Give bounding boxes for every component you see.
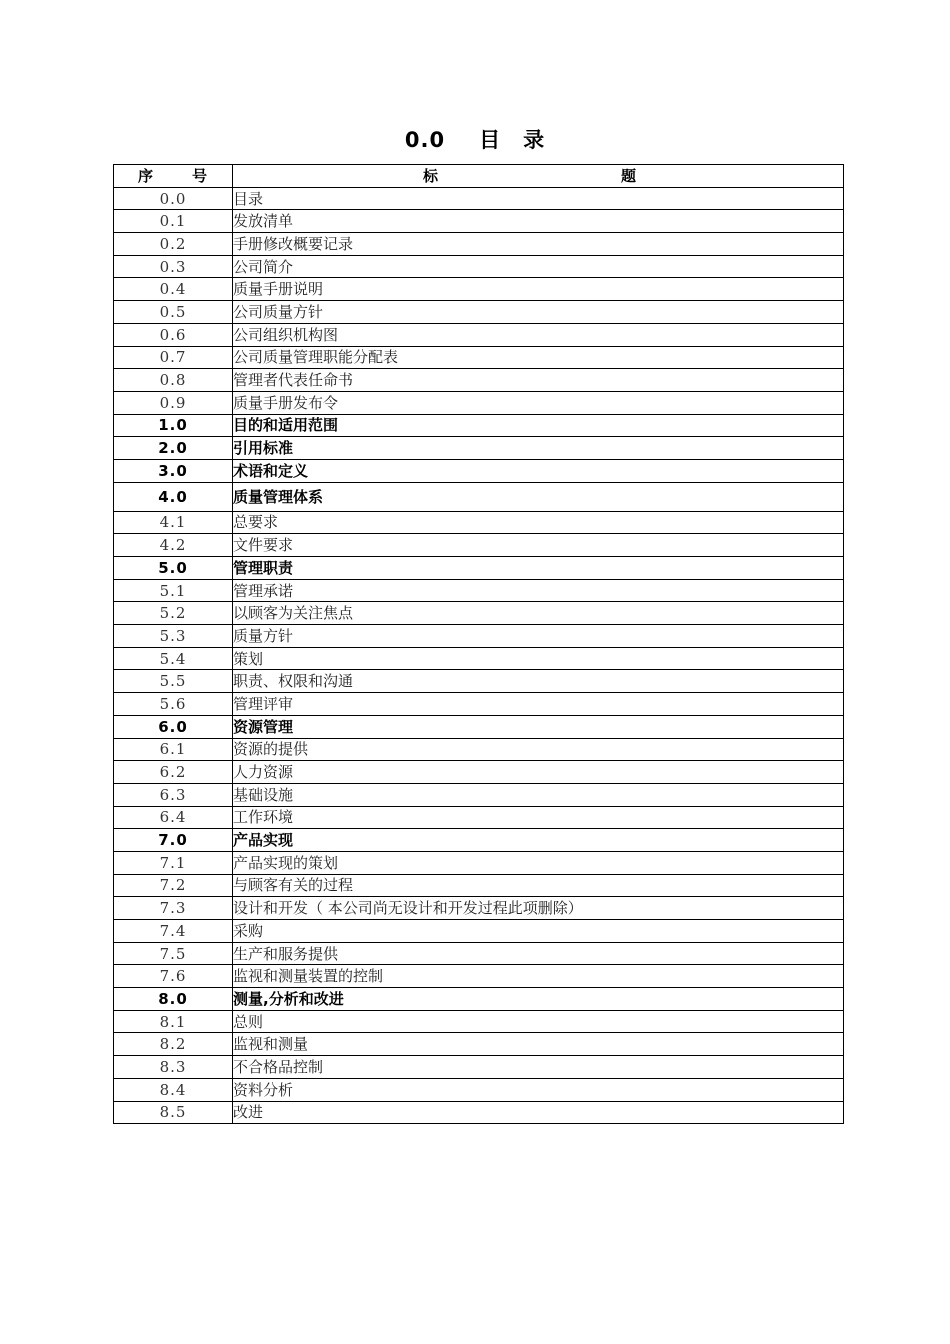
table-row (114, 693, 844, 716)
section-title: 资源管理 (233, 715, 844, 738)
table-row (114, 414, 844, 437)
table-row (114, 278, 844, 301)
table-row (114, 670, 844, 693)
section-number: 5.6 (114, 693, 233, 716)
section-number: 8.4 (114, 1078, 233, 1101)
table-row (114, 829, 844, 852)
section-number: 8.5 (114, 1101, 233, 1124)
table-row (114, 1078, 844, 1101)
table-row (114, 369, 844, 392)
toc-table (113, 164, 844, 1124)
table-row (114, 874, 844, 897)
section-number: 0.2 (114, 233, 233, 256)
section-number: 6.3 (114, 783, 233, 806)
table-row (114, 255, 844, 278)
table-row (114, 210, 844, 233)
table-row (114, 557, 844, 580)
table-row (114, 323, 844, 346)
table-row (114, 647, 844, 670)
section-title: 目录 (233, 187, 844, 210)
section-title: 管理评审 (233, 693, 844, 716)
section-title: 基础设施 (233, 783, 844, 806)
section-number: 5.0 (114, 557, 233, 580)
title-char-2: 录 (523, 128, 546, 152)
table-row (114, 738, 844, 761)
section-title: 公司组织机构图 (233, 323, 844, 346)
table-row (114, 437, 844, 460)
table-row (114, 233, 844, 256)
section-title: 产品实现的策划 (233, 851, 844, 874)
section-title: 设计和开发（ 本公司尚无设计和开发过程此项删除） (233, 897, 844, 920)
section-title: 采购 (233, 920, 844, 943)
table-row (114, 942, 844, 965)
section-title: 管理者代表任命书 (233, 369, 844, 392)
section-title: 质量手册说明 (233, 278, 844, 301)
table-row (114, 482, 844, 511)
section-number: 0.5 (114, 301, 233, 324)
section-title: 生产和服务提供 (233, 942, 844, 965)
section-title: 公司简介 (233, 255, 844, 278)
table-row (114, 851, 844, 874)
table-row (114, 1056, 844, 1079)
section-number: 6.1 (114, 738, 233, 761)
section-number: 3.0 (114, 459, 233, 482)
header-title-char-2: 题 (621, 166, 637, 185)
section-number: 0.3 (114, 255, 233, 278)
section-number: 4.2 (114, 534, 233, 557)
section-number: 6.2 (114, 761, 233, 784)
section-title: 监视和测量装置的控制 (233, 965, 844, 988)
section-number: 7.5 (114, 942, 233, 965)
section-title: 测量,分析和改进 (233, 988, 844, 1011)
section-title: 管理承诺 (233, 579, 844, 602)
section-number: 7.0 (114, 829, 233, 852)
section-number: 0.7 (114, 346, 233, 369)
header-number-char-2: 号 (192, 166, 208, 185)
table-row (114, 988, 844, 1011)
section-number: 0.0 (114, 187, 233, 210)
section-title: 文件要求 (233, 534, 844, 557)
section-number: 4.1 (114, 511, 233, 534)
section-title: 术语和定义 (233, 459, 844, 482)
table-header-row (114, 165, 844, 188)
table-row (114, 1101, 844, 1124)
section-number: 5.1 (114, 579, 233, 602)
table-row (114, 920, 844, 943)
section-title: 与顾客有关的过程 (233, 874, 844, 897)
section-number: 0.6 (114, 323, 233, 346)
section-number: 0.8 (114, 369, 233, 392)
section-title: 改进 (233, 1101, 844, 1124)
section-title: 人力资源 (233, 761, 844, 784)
table-row (114, 346, 844, 369)
section-title: 总要求 (233, 511, 844, 534)
table-row (114, 602, 844, 625)
section-number: 2.0 (114, 437, 233, 460)
section-number: 5.2 (114, 602, 233, 625)
table-row (114, 783, 844, 806)
table-row (114, 1033, 844, 1056)
section-title: 监视和测量 (233, 1033, 844, 1056)
section-title: 公司质量管理职能分配表 (233, 346, 844, 369)
section-number: 1.0 (114, 414, 233, 437)
section-title: 策划 (233, 647, 844, 670)
table-row (114, 715, 844, 738)
section-number: 0.4 (114, 278, 233, 301)
section-title: 引用标准 (233, 437, 844, 460)
table-row (114, 806, 844, 829)
table-row (114, 625, 844, 648)
document-title (0, 124, 950, 156)
table-row (114, 1010, 844, 1033)
table-row (114, 534, 844, 557)
section-number: 0.9 (114, 391, 233, 414)
header-number (114, 165, 233, 188)
section-title: 管理职责 (233, 557, 844, 580)
section-number: 6.0 (114, 715, 233, 738)
section-number: 7.3 (114, 897, 233, 920)
section-number: 7.6 (114, 965, 233, 988)
section-title: 资料分析 (233, 1078, 844, 1101)
table-row (114, 761, 844, 784)
section-number: 0.1 (114, 210, 233, 233)
section-title: 发放清单 (233, 210, 844, 233)
section-title: 不合格品控制 (233, 1056, 844, 1079)
section-number: 5.4 (114, 647, 233, 670)
table-row (114, 511, 844, 534)
section-number: 8.0 (114, 988, 233, 1011)
table-row (114, 897, 844, 920)
section-number: 8.1 (114, 1010, 233, 1033)
table-row (114, 579, 844, 602)
section-number: 7.1 (114, 851, 233, 874)
table-row (114, 187, 844, 210)
section-title: 工作环境 (233, 806, 844, 829)
section-number: 8.3 (114, 1056, 233, 1079)
section-title: 资源的提供 (233, 738, 844, 761)
section-title: 质量手册发布令 (233, 391, 844, 414)
section-title: 总则 (233, 1010, 844, 1033)
section-title: 质量方针 (233, 625, 844, 648)
header-number-char-1: 序 (138, 166, 154, 185)
title-char-1: 目 (479, 128, 502, 152)
section-title: 质量管理体系 (233, 482, 844, 511)
section-number: 8.2 (114, 1033, 233, 1056)
section-number: 7.2 (114, 874, 233, 897)
section-title: 手册修改概要记录 (233, 233, 844, 256)
section-number: 7.4 (114, 920, 233, 943)
section-title: 公司质量方针 (233, 301, 844, 324)
section-title: 产品实现 (233, 829, 844, 852)
section-number: 5.5 (114, 670, 233, 693)
section-number: 4.0 (114, 482, 233, 511)
toc-body (114, 187, 844, 1124)
table-row (114, 965, 844, 988)
section-title: 以顾客为关注焦点 (233, 602, 844, 625)
header-title-char-1: 标 (423, 166, 439, 185)
table-row (114, 391, 844, 414)
header-title (233, 165, 844, 188)
section-number: 5.3 (114, 625, 233, 648)
table-row (114, 301, 844, 324)
section-title: 目的和适用范围 (233, 414, 844, 437)
section-number: 6.4 (114, 806, 233, 829)
title-number: 0.0 (404, 128, 446, 152)
section-title: 职责、权限和沟通 (233, 670, 844, 693)
table-row (114, 459, 844, 482)
